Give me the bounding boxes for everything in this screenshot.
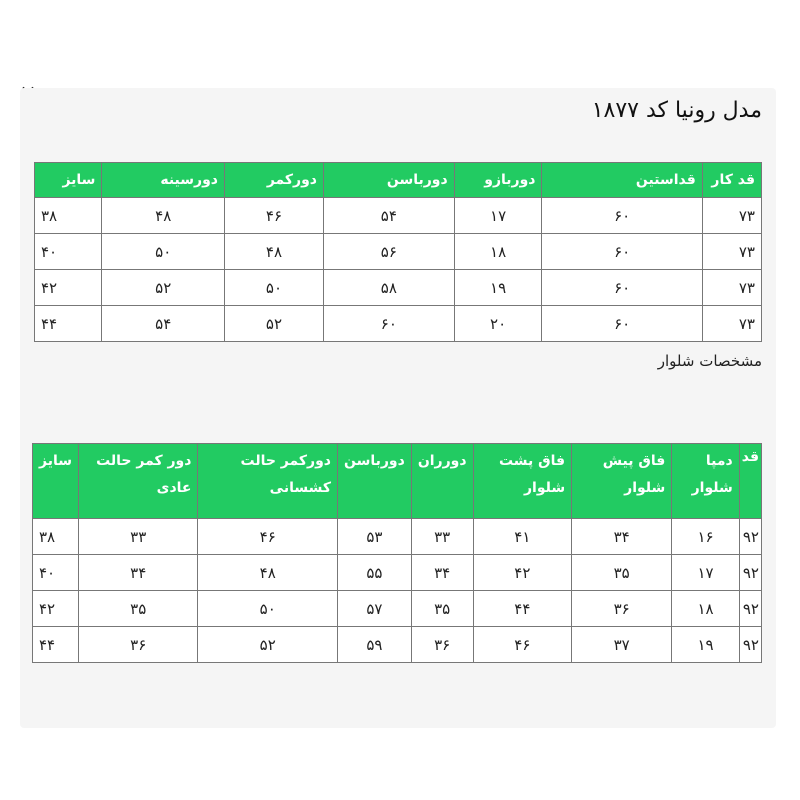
table-cell: ۴۸ (102, 198, 225, 234)
table-cell: ۳۶ (79, 627, 198, 663)
table-row (35, 234, 762, 270)
table-cell: ۳۴ (572, 519, 672, 555)
table-cell: ۵۰ (102, 234, 225, 270)
table-cell: ۱۸ (672, 591, 739, 627)
table-cell: ۴۸ (224, 234, 323, 270)
table-cell: ۵۰ (198, 591, 338, 627)
table-cell: ۴۴ (473, 591, 572, 627)
table-cell: ۱۹ (672, 627, 739, 663)
column-header: دور کمر حالت عادی (79, 444, 198, 519)
table-cell: ۴۰ (35, 234, 102, 270)
column-header: فاق پشت شلوار (473, 444, 572, 519)
table-cell: ۵۷ (337, 591, 411, 627)
table-cell: ۶۰ (542, 270, 702, 306)
product-title: مدل رونیا کد ۱۸۷۷ (591, 98, 762, 123)
table-cell: ۹۲ (739, 627, 761, 663)
size-chart-panel (20, 88, 776, 728)
table-cell: ۹۲ (739, 555, 761, 591)
column-header: سایز (33, 444, 79, 519)
table-cell: ۳۵ (411, 591, 473, 627)
table-cell: ۴۱ (473, 519, 572, 555)
table-cell: ۲۰ (454, 306, 542, 342)
pants-specs-heading: مشخصات شلوار (657, 352, 762, 370)
table-cell: ۴۲ (33, 591, 79, 627)
table-cell: ۵۴ (102, 306, 225, 342)
table-row (33, 627, 762, 663)
table-cell: ۱۶ (672, 519, 739, 555)
table-cell: ۹۲ (739, 591, 761, 627)
column-header: فاق پیش شلوار (572, 444, 672, 519)
table-cell: ۵۲ (224, 306, 323, 342)
column-header: دورباسن (337, 444, 411, 519)
table-cell: ۵۵ (337, 555, 411, 591)
column-header: سایز (35, 163, 102, 198)
column-header: قد (739, 444, 761, 519)
table-cell: ۱۷ (454, 198, 542, 234)
table-cell: ۹۲ (739, 519, 761, 555)
table-cell: ۳۴ (79, 555, 198, 591)
table-cell: ۷۳ (702, 306, 761, 342)
table-cell: ۴۶ (198, 519, 338, 555)
table-cell: ۵۲ (102, 270, 225, 306)
table-cell: ۷۳ (702, 198, 761, 234)
table-cell: ۴۲ (473, 555, 572, 591)
table-cell: ۷۳ (702, 270, 761, 306)
table-cell: ۵۶ (324, 234, 455, 270)
column-header: دمپا شلوار (672, 444, 739, 519)
table-header-row (35, 163, 762, 198)
table-cell: ۱۷ (672, 555, 739, 591)
table-cell: ۴۰ (33, 555, 79, 591)
column-header: دورباسن (324, 163, 455, 198)
table-cell: ۳۶ (411, 627, 473, 663)
column-header: دوربازو (454, 163, 542, 198)
column-header: دورکمر (224, 163, 323, 198)
table-cell: ۴۶ (224, 198, 323, 234)
table-cell: ۴۶ (473, 627, 572, 663)
table-row (35, 270, 762, 306)
table-row (35, 306, 762, 342)
table-cell: ۵۲ (198, 627, 338, 663)
table-cell: ۴۲ (35, 270, 102, 306)
table-cell: ۳۳ (411, 519, 473, 555)
table-cell: ۴۸ (198, 555, 338, 591)
table-row (35, 198, 762, 234)
table-cell: ۱۸ (454, 234, 542, 270)
table-row (33, 555, 762, 591)
table-cell: ۳۷ (572, 627, 672, 663)
table-cell: ۵۳ (337, 519, 411, 555)
table-cell: ۳۶ (572, 591, 672, 627)
column-header: دورران (411, 444, 473, 519)
table-cell: ۳۵ (572, 555, 672, 591)
table-cell: ۵۰ (224, 270, 323, 306)
table-cell: ۳۵ (79, 591, 198, 627)
column-header: دورسینه (102, 163, 225, 198)
table-cell: ۳۴ (411, 555, 473, 591)
table-cell: ۳۳ (79, 519, 198, 555)
table-cell: ۳۸ (33, 519, 79, 555)
top-size-table (34, 162, 762, 342)
table-cell: ۶۰ (542, 234, 702, 270)
table-row (33, 591, 762, 627)
table-row (33, 519, 762, 555)
column-header: قد کار (702, 163, 761, 198)
table-cell: ۵۴ (324, 198, 455, 234)
table-cell: ۱۹ (454, 270, 542, 306)
table-cell: ۶۰ (324, 306, 455, 342)
table-cell: ۵۸ (324, 270, 455, 306)
table-cell: ۶۰ (542, 306, 702, 342)
column-header: دورکمر حالت کشسانی (198, 444, 338, 519)
table-header-row (33, 444, 762, 519)
table-cell: ۴۴ (33, 627, 79, 663)
table-cell: ۴۴ (35, 306, 102, 342)
table-cell: ۷۳ (702, 234, 761, 270)
table-cell: ۵۹ (337, 627, 411, 663)
table-cell: ۶۰ (542, 198, 702, 234)
column-header: قداستین (542, 163, 702, 198)
pants-size-table (32, 443, 762, 663)
table-cell: ۳۸ (35, 198, 102, 234)
